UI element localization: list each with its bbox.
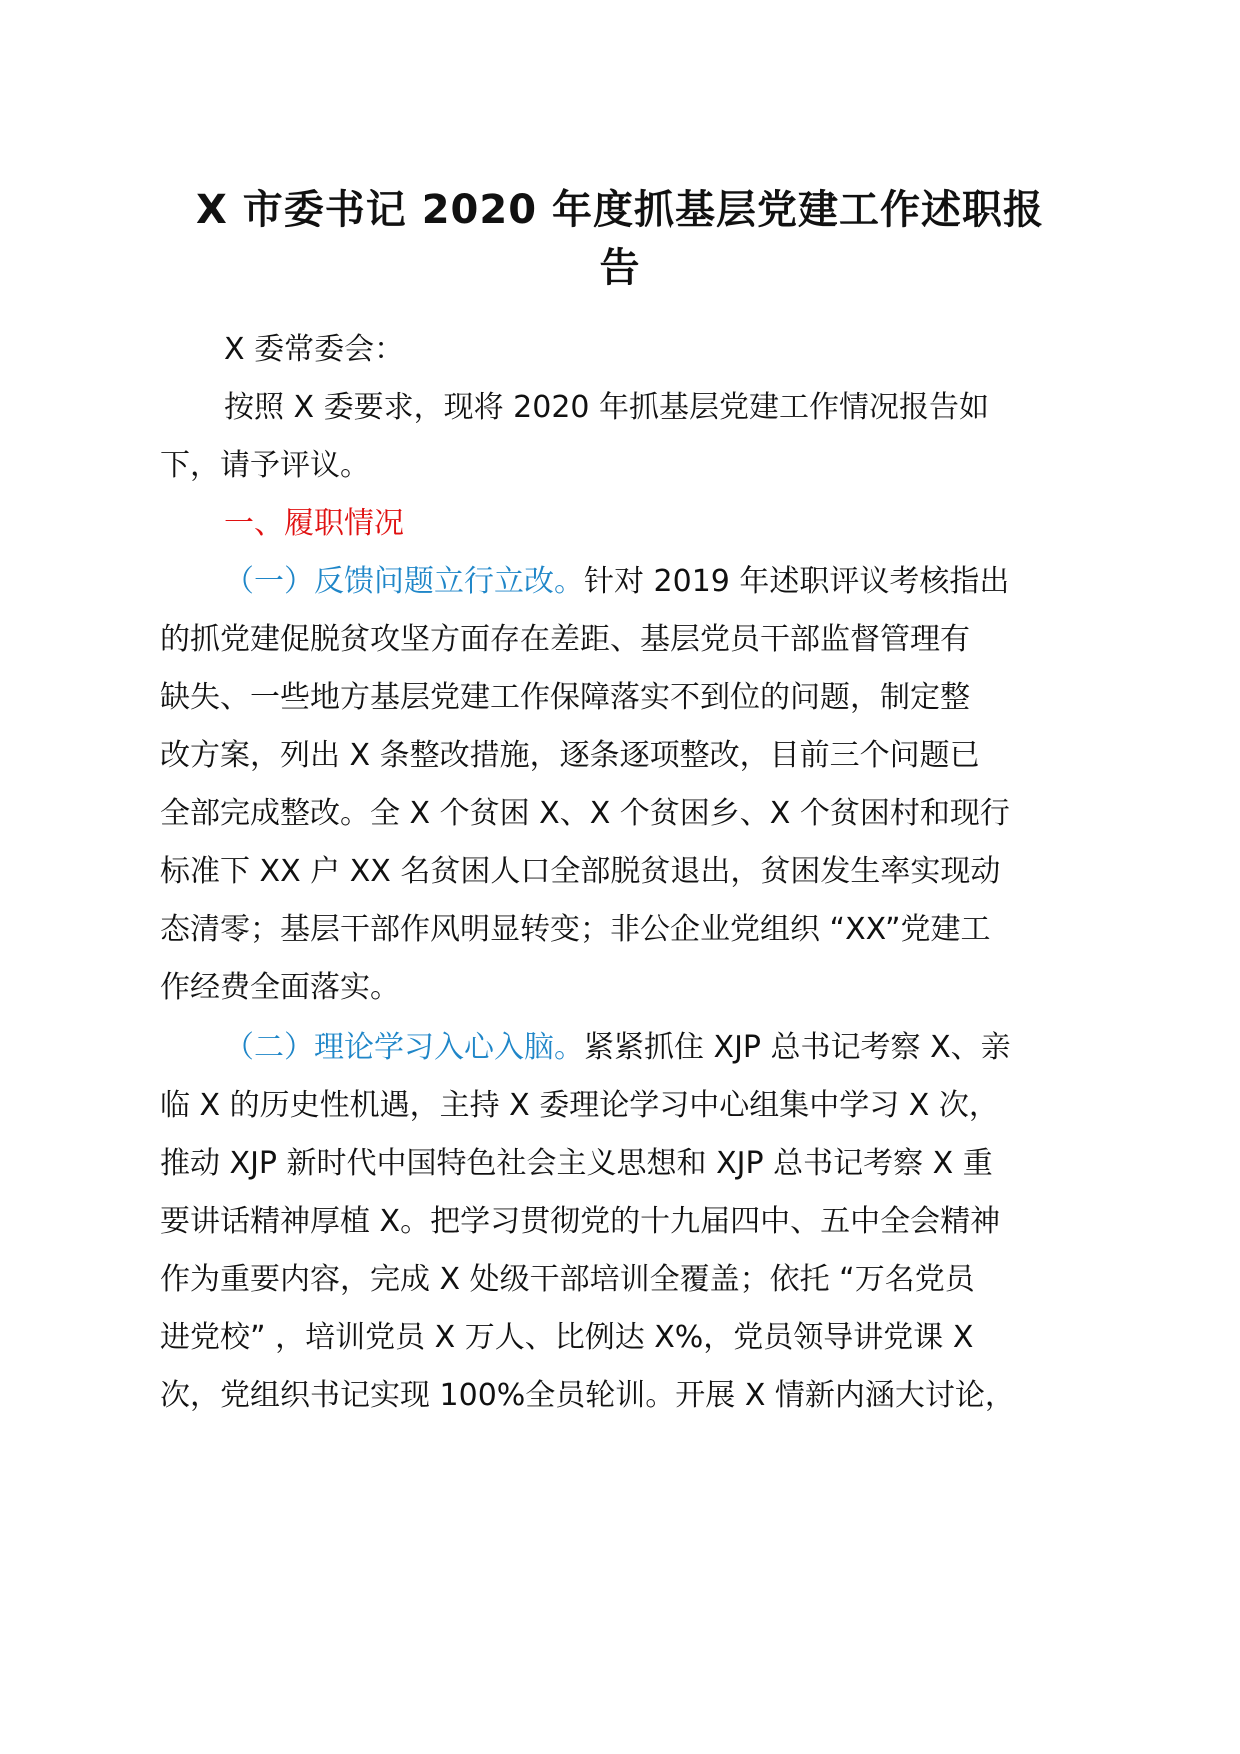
subsection-2-text: 紧紧抓住 XJP 总书记考察 X、亲	[584, 1030, 1011, 1065]
paragraph-line: 的抓党建促脱贫攻坚方面存在差距、基层党员干部监督管理有	[160, 622, 970, 657]
paragraph-line: 要讲话精神厚植 X。把学习贯彻党的十九届四中、五中全会精神	[160, 1204, 1001, 1239]
paragraph-line: 态清零；基层干部作风明显转变；非公企业党组织 “XX”党建工	[160, 912, 991, 947]
section-heading-performance: 一、履职情况	[224, 506, 404, 541]
paragraph-line: 作经费全面落实。	[160, 970, 400, 1005]
salutation: X 委常委会：	[224, 332, 405, 367]
paragraph-line: 缺失、一些地方基层党建工作保障落实不到位的问题，制定整	[160, 680, 970, 715]
subsection-2-heading: （二）理论学习入心入脑。	[224, 1030, 584, 1065]
document-title-line-1: X 市委书记 2020 年度抓基层党建工作述职报	[196, 187, 1044, 233]
subsection-1-text: 针对 2019 年述职评议考核指出	[584, 564, 1010, 599]
document-title-line-2: 告	[599, 245, 641, 291]
subsection-2-first-line	[224, 1026, 1184, 1070]
paragraph-line: 进党校” ，培训党员 X 万人、比例达 X%，党员领导讲党课 X	[160, 1320, 974, 1355]
subsection-1-first-line	[224, 560, 1184, 604]
subsection-1-heading: （一）反馈问题立行立改。	[224, 564, 584, 599]
paragraph-line: 推动 XJP 新时代中国特色社会主义思想和 XJP 总书记考察 X 重	[160, 1146, 993, 1181]
paragraph-line: 改方案，列出 X 条整改措施，逐条逐项整改，目前三个问题已	[160, 738, 980, 773]
paragraph-line: 标准下 XX 户 XX 名贫困人口全部脱贫退出，贫困发生率实现动	[160, 854, 1001, 889]
paragraph-line: 次，党组织书记实现 100%全员轮训。开展 X 情新内涵大讨论，	[160, 1378, 1015, 1413]
paragraph-line: 全部完成整改。全 X 个贫困 X、X 个贫困乡、X 个贫困村和现行	[160, 796, 1010, 831]
intro-line-2: 下，请予评议。	[160, 448, 370, 483]
paragraph-line: 临 X 的历史性机遇，主持 X 委理论学习中心组集中学习 X 次，	[160, 1088, 999, 1123]
intro-line-1: 按照 X 委要求，现将 2020 年抓基层党建工作情况报告如	[224, 390, 990, 425]
paragraph-line: 作为重要内容，完成 X 处级干部培训全覆盖；依托 “万名党员	[160, 1262, 975, 1297]
